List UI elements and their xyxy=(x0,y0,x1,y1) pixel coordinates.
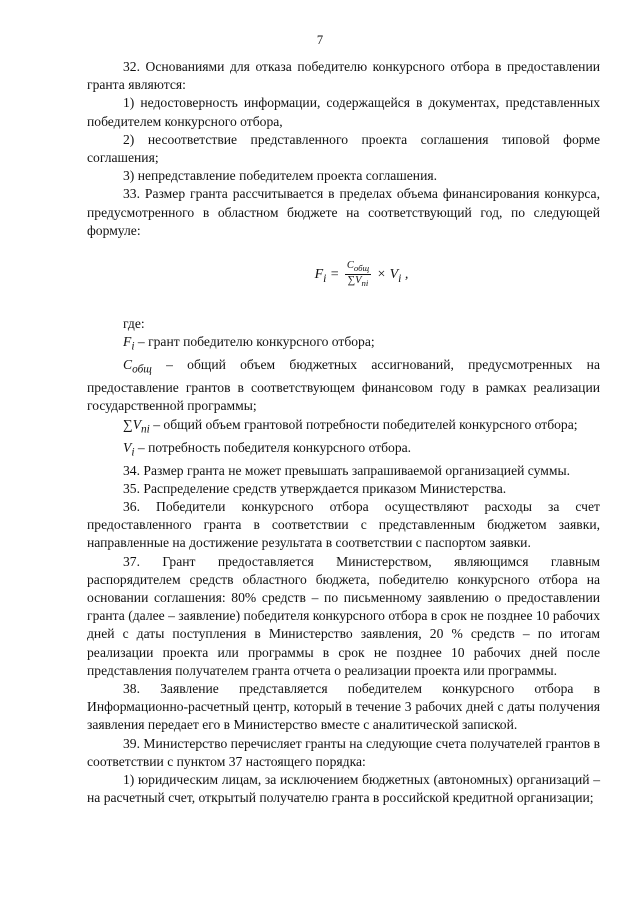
formula-lhs: $F_i$ xyxy=(314,266,327,285)
formula-tail: , xyxy=(401,266,409,282)
clause-39-item-1: 1) юридическим лицам, за исключением бюджетных (автономных) организаций – на расчетный счет, открытый получателю гранта в российской кредитной организации; xyxy=(87,771,600,806)
clause-32-item-3: 3) непредставление победителем проекта соглашения. xyxy=(123,168,437,184)
formula-numerator: $C_{общ}$ xyxy=(346,260,370,274)
definition-f: $F_i$ – грант победителю конкурсного отбора; xyxy=(123,334,375,354)
clause-39: 39. Министерство перечисляет гранты на следующие счета получателей грантов в соответствии с пунктом 37 настоящего порядка: xyxy=(87,735,600,769)
formula-equals: = xyxy=(326,266,343,282)
clause-34: 34. Размер гранта не может превышать запрашиваемой организацией суммы. xyxy=(123,462,570,478)
clause-32-item-2: 2) несоответствие представленного проекта соглашения типовой форме соглашения; xyxy=(87,131,600,166)
formula-fraction xyxy=(345,260,371,289)
definition-sum: $\sum V_{ni}$ – общий объем грантовой потребности победителей конкурсного отбора; xyxy=(123,416,578,436)
clause-33: 33. Размер гранта рассчитывается в пределах объема финансирования конкурса, предусмотренного в областном бюджете на соответствующий год, по следующей формуле: xyxy=(87,186,600,238)
formula-v: $V_i$ xyxy=(389,266,402,285)
where-label: где: xyxy=(123,316,145,332)
clause-36: 36. Победители конкурсного отбора осуществляют расходы за счет предоставленного гранта в соответствии с представленным бюджетом заявки, направленные на достижение результата в соответствии с паспортом заявки. xyxy=(87,498,600,551)
page-number: 7 xyxy=(316,33,324,47)
clause-37: 37. Грант предоставляется Министерством, являющимся главным распорядителем средств областного бюджета, победителю конкурсного отбора на основании соглашения: 80% средств – по письменному заявлению о предоставлении гранта (далее – заявление) победителя конкурсного отбора в срок не позднее 10 рабочих дней с даты поступления в Министерство заявления, 20 % средств – по итогам реализации проекта или программы в срок не позднее 10 рабочих дней после представления получателем гранта отчета о реализации проекта или программы. xyxy=(87,553,600,678)
definition-v: $V_i$ – потребность победителя конкурсного отбора. xyxy=(123,439,412,459)
formula-denominator: $\sum V_{ni}$ xyxy=(347,275,369,289)
document-body xyxy=(87,58,600,807)
clause-38: 38. Заявление представляется победителем конкурсного отбора в Информационно-расчетный центр, который в течение 3 рабочих дней с даты получения заявления передает его в Министерство вместе с аналитической запиской. xyxy=(87,680,600,733)
definition-c: $C_{общ}$ – общий объем бюджетных ассигнований, предусмотренных на предоставление грантов в соответствующем финансовом году в рамках реализации государственной программы; xyxy=(87,357,600,414)
grant-formula xyxy=(87,260,600,289)
clause-35: 35. Распределение средств утверждается приказом Министерства. xyxy=(123,480,507,496)
clause-32: 32. Основаниями для отказа победителю конкурсного отбора в предоставлении гранта являются: xyxy=(87,59,600,93)
clause-32-item-1: 1) недостоверность информации, содержащейся в документах, представленных победителем конкурсного отбора, xyxy=(87,95,600,129)
formula-times: × xyxy=(373,266,390,282)
